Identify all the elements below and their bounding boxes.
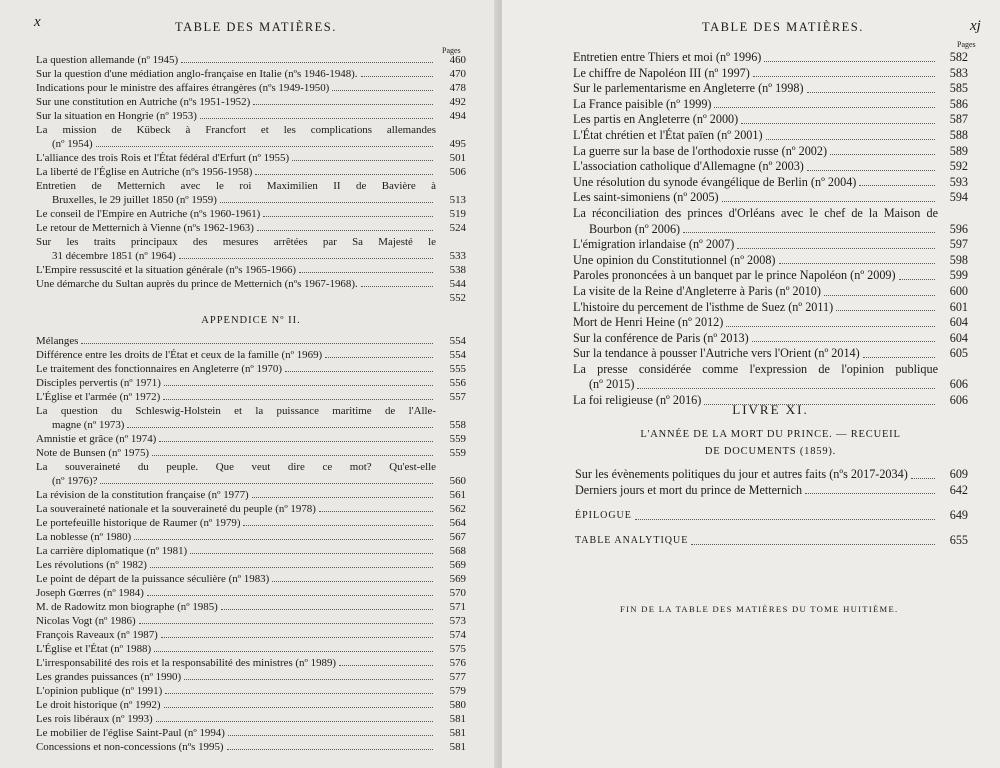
leader-dots	[139, 623, 433, 624]
epilogue-page: 649	[949, 508, 968, 522]
leader-dots	[227, 749, 433, 750]
table-analytique-list	[575, 533, 968, 549]
entry-title: L'association catholique d'Allemagne (nº 2003)	[573, 159, 804, 174]
appendix-entry[interactable]	[36, 404, 466, 432]
entry-title: Sur la tendance à pousser l'Autriche vers l'Orient (nº 2014)	[573, 346, 860, 361]
entry-page-number: 593	[949, 174, 968, 189]
epilogue-entry[interactable]	[575, 508, 968, 524]
toc-entry[interactable]	[573, 112, 968, 128]
entry-title: La noblesse (nº 1980)	[36, 531, 132, 543]
leader-dots	[325, 357, 433, 358]
entry-title: La souveraineté nationale et la souveraineté du peuple (nº 1978)	[36, 503, 316, 515]
entry-page-number: 594	[949, 190, 968, 205]
livre-subtitle-2: DE DOCUMENTS (1859).	[704, 446, 837, 457]
appendix-entry[interactable]	[36, 544, 466, 558]
entry-title: La révision de la constitution française (nº 1977)	[36, 489, 249, 501]
entry-page-number: 524	[449, 222, 466, 234]
entry-title: L'Église et l'État (nº 1988)	[36, 643, 152, 655]
entry-page-number: 501	[449, 152, 466, 164]
entry-page-number: 495	[449, 138, 466, 150]
entry-title: Les saint-simoniens (nº 2005)	[573, 190, 719, 205]
entry-page-number: 585	[949, 81, 968, 96]
livre-title: LIVRE XI.	[732, 402, 809, 417]
entry-page-number: 470	[449, 68, 466, 80]
entry-page-number: 494	[449, 110, 466, 122]
leader-dots	[635, 519, 935, 520]
entry-title: La France paisible (nº 1999)	[573, 96, 712, 111]
toc-entry[interactable]	[573, 253, 968, 269]
entry-title-line-1: La réconciliation des princes d'Orléans avec le chef de la Maison de	[573, 205, 938, 220]
left-page-number: x	[34, 14, 41, 30]
entry-page-number: 562	[449, 503, 466, 515]
leader-dots	[96, 146, 433, 147]
entry-page-number: 513	[449, 194, 466, 206]
entry-page-number: 460	[449, 54, 466, 66]
entry-title: Le point de départ de la puissance séculière (nº 1983)	[36, 573, 270, 585]
table-analytique-label: TABLE ANALYTIQUE	[575, 535, 689, 546]
toc-entry[interactable]	[573, 268, 968, 284]
entry-title-line-1: La mission de Kübeck à Francfort et les complications allemandes	[36, 124, 436, 136]
entry-title: L'irresponsabilité des rois et la responsabilité des ministres (nº 1989)	[36, 657, 337, 669]
leader-dots	[332, 90, 433, 91]
toc-entry[interactable]	[573, 331, 968, 347]
entry-page-number: 588	[949, 127, 968, 142]
leader-dots	[830, 154, 935, 155]
entry-title: Sur la conférence de Paris (nº 2013)	[573, 330, 749, 345]
entry-title: L'État chrétien et l'État païen (nº 2001)	[573, 127, 763, 142]
appendix-entry[interactable]	[36, 572, 466, 586]
toc-entry[interactable]	[36, 95, 466, 109]
entry-title: Mélanges	[36, 335, 79, 347]
entry-title: Une résolution du synode évangélique de Berlin (nº 2004)	[573, 174, 857, 189]
table-analytique-page: 655	[949, 533, 968, 547]
leader-dots	[220, 202, 433, 203]
toc-entry[interactable]	[573, 346, 968, 362]
entry-title: Le mobilier de l'église Saint-Paul (nº 1994)	[36, 727, 225, 739]
entry-page-number: 582	[949, 50, 968, 64]
toc-entry[interactable]	[36, 179, 466, 207]
entry-title: Joseph Gœrres (nº 1984)	[36, 587, 144, 599]
entry-page-number: 601	[949, 299, 968, 314]
entry-page-number: 586	[949, 96, 968, 111]
appendix-entry[interactable]	[36, 390, 466, 404]
toc-entry[interactable]	[573, 144, 968, 160]
right-toc-list	[573, 50, 968, 409]
leader-dots	[181, 62, 433, 63]
toc-entry[interactable]	[573, 159, 968, 175]
appendix-entry[interactable]	[36, 684, 466, 698]
appendix-entry[interactable]	[36, 740, 466, 754]
toc-entry[interactable]	[36, 263, 466, 277]
leader-dots	[683, 232, 935, 233]
entry-page-number: 558	[449, 419, 466, 431]
leader-dots	[899, 279, 935, 280]
leader-dots	[807, 170, 935, 171]
entry-page-number: 604	[949, 330, 968, 345]
entry-page-number: 557	[449, 391, 466, 403]
leader-dots	[257, 230, 433, 231]
livre-subtitle-1: L'ANNÉE DE LA MORT DU PRINCE. — RECUEIL	[640, 429, 901, 440]
appendix-entry[interactable]	[36, 642, 466, 656]
toc-entry[interactable]	[573, 97, 968, 113]
entry-title: Le portefeuille historique de Raumer (nº 1979)	[36, 517, 241, 529]
appendix-entry[interactable]	[36, 516, 466, 530]
toc-entry[interactable]	[573, 81, 968, 97]
entry-page-number: 598	[949, 252, 968, 267]
leader-dots	[200, 118, 433, 119]
toc-entry[interactable]	[573, 284, 968, 300]
entry-title-line-2: magne (nº 1973)	[52, 419, 125, 431]
leader-dots	[292, 160, 433, 161]
appendix-entry[interactable]	[36, 460, 466, 488]
toc-entry[interactable]	[573, 362, 968, 393]
toc-entry[interactable]	[573, 300, 968, 316]
entry-title: Les partis en Angleterre (nº 2000)	[573, 112, 739, 127]
entry-title: Le conseil de l'Empire en Autriche (nºs 1960-1961)	[36, 208, 261, 220]
leader-dots	[714, 107, 935, 108]
livre-entry[interactable]	[575, 467, 968, 483]
leader-dots	[779, 263, 936, 264]
epilogue-label: ÉPILOGUE	[575, 510, 632, 521]
entry-title-line-2: Bourbon (nº 2006)	[589, 221, 681, 236]
leader-dots	[221, 609, 433, 610]
toc-entry[interactable]	[36, 235, 466, 263]
leader-dots	[737, 248, 935, 249]
entry-title-line-1: La presse considérée comme l'expression de l'opinion publique	[573, 361, 938, 376]
entry-title: Le retour de Metternich à Vienne (nºs 1962-1963)	[36, 222, 254, 234]
appendix-entry[interactable]	[36, 446, 466, 460]
toc-entry[interactable]	[573, 315, 968, 331]
entry-title: Les révolutions (nº 1982)	[36, 559, 147, 571]
leader-dots	[859, 185, 935, 186]
left-running-head: TABLE DES MATIÈRES.	[175, 20, 337, 34]
toc-entry[interactable]	[36, 221, 466, 235]
toc-entry[interactable]	[36, 81, 466, 95]
appendix-entry[interactable]	[36, 698, 466, 712]
entry-title-line-2: 31 décembre 1851 (nº 1964)	[52, 250, 176, 262]
appendix-entry[interactable]	[36, 502, 466, 516]
entry-page-number: 581	[449, 727, 466, 739]
appendix-entry[interactable]	[36, 334, 466, 348]
left-pages-label: Pages	[442, 46, 461, 55]
appendix-entry[interactable]	[36, 670, 466, 684]
appendix-entry[interactable]	[36, 628, 466, 642]
epilogue-list	[575, 508, 968, 524]
appendix-entry[interactable]	[36, 362, 466, 376]
entry-title: La question allemande (nº 1945)	[36, 54, 179, 66]
entry-page-number: 519	[449, 208, 466, 220]
toc-entry[interactable]	[573, 66, 968, 82]
entry-title: Sur une constitution en Autriche (nºs 1951-1952)	[36, 96, 251, 108]
entry-title: L'émigration irlandaise (nº 2007)	[573, 237, 735, 252]
entry-title: Paroles prononcées à un banquet par le prince Napoléon (nº 2009)	[573, 268, 896, 283]
entry-page-number: 604	[949, 315, 968, 330]
toc-entry[interactable]	[573, 237, 968, 253]
entry-page-number: 538	[449, 264, 466, 276]
entry-page-number: 559	[449, 447, 466, 459]
right-page-number: xj	[970, 18, 981, 34]
leader-dots	[164, 385, 433, 386]
toc-entry[interactable]	[573, 175, 968, 191]
toc-entry[interactable]	[36, 123, 466, 151]
entry-page-number: 592	[949, 159, 968, 174]
appendix-entry[interactable]	[36, 656, 466, 670]
entry-page-number: 573	[449, 615, 466, 627]
leader-dots	[741, 123, 935, 124]
livre-section	[573, 402, 968, 460]
entry-title: Sur les évènements politiques du jour et autres faits (nºs 2017-2034)	[575, 467, 908, 481]
leader-dots	[253, 104, 433, 105]
entry-title: L'histoire du percement de l'isthme de Suez (nº 2011)	[573, 299, 834, 314]
leader-dots	[691, 544, 935, 545]
entry-title: Les rois libéraux (nº 1993)	[36, 713, 153, 725]
entry-page-number: 561	[449, 489, 466, 501]
entry-title-line-1: La question du Schleswig-Holstein et la puissance maritime de l'Alle-	[36, 405, 436, 417]
entry-title: Amnistie et grâce (nº 1974)	[36, 433, 157, 445]
entry-title-line-2: (nº 1976)?	[52, 475, 98, 487]
leader-dots	[361, 286, 433, 287]
toc-entry[interactable]	[36, 165, 466, 179]
entry-page-number: 559	[449, 433, 466, 445]
entry-page-number: 576	[449, 657, 466, 669]
entry-page-number: 554	[449, 335, 466, 347]
left-page	[0, 0, 498, 768]
entry-title: Derniers jours et mort du prince de Metternich	[575, 482, 803, 497]
entry-page-number: 599	[949, 268, 968, 283]
toc-entry[interactable]	[36, 67, 466, 81]
toc-entry[interactable]	[36, 207, 466, 221]
entry-page-number: 580	[449, 699, 466, 711]
appendix-entry[interactable]	[36, 586, 466, 600]
leader-dots	[164, 707, 433, 708]
entry-title-line-1: Entretien de Metternich avec le roi Maximilien II de Bavière à	[36, 180, 436, 192]
appendix-entry[interactable]	[36, 488, 466, 502]
entry-title: La liberté de l'Église en Autriche (nºs 1956-1958)	[36, 166, 253, 178]
entry-title: La visite de la Reine d'Angleterre à Paris (nº 2010)	[573, 283, 821, 298]
entry-title: Note de Bunsen (nº 1975)	[36, 447, 150, 459]
appendix-entry[interactable]	[36, 712, 466, 726]
right-pages-label: Pages	[957, 40, 976, 49]
toc-entry[interactable]	[36, 53, 466, 67]
leader-dots	[147, 595, 433, 596]
entry-page-number: 564	[449, 517, 466, 529]
leader-dots	[81, 343, 433, 344]
entry-page-number: 596	[949, 221, 968, 236]
entry-page-number: 570	[449, 587, 466, 599]
leader-dots	[752, 341, 935, 342]
appendix-entry[interactable]	[36, 726, 466, 740]
entry-page-number: 579	[449, 685, 466, 697]
entry-page-number: 575	[449, 643, 466, 655]
entry-title: François Raveaux (nº 1987)	[36, 629, 158, 641]
toc-entry[interactable]	[573, 128, 968, 144]
entry-title: La carrière diplomatique (nº 1981)	[36, 545, 188, 557]
entry-title-line-1: Sur les traits principaux des mesures arrêtées par Sa Majesté le	[36, 236, 436, 248]
leader-dots	[154, 651, 433, 652]
appendix-entry[interactable]	[36, 376, 466, 390]
appendix-heading: APPENDICE Nº II.	[201, 315, 301, 326]
leader-dots	[637, 388, 935, 389]
leader-dots	[252, 497, 433, 498]
entry-title-line-2: (nº 1954)	[52, 138, 93, 150]
entry-page-number: 589	[949, 143, 968, 158]
leader-dots	[285, 371, 433, 372]
entry-title: Une opinion du Constitutionnel (nº 2008)	[573, 252, 776, 267]
appendix-entry[interactable]	[36, 348, 466, 362]
entry-title: Différence entre les droits de l'État et ceux de la famille (nº 1969)	[36, 349, 323, 361]
right-running-head: TABLE DES MATIÈRES.	[702, 20, 864, 34]
appendix-entry[interactable]	[36, 614, 466, 628]
leader-dots	[134, 539, 433, 540]
leader-dots	[836, 310, 935, 311]
appendix-entry[interactable]	[36, 558, 466, 572]
entry-page-number: 581	[449, 741, 466, 753]
leader-dots	[127, 427, 433, 428]
entry-title: La guerre sur la base de l'orthodoxie russe (nº 2002)	[573, 143, 828, 158]
toc-entry[interactable]	[36, 277, 466, 291]
entry-page-number: 606	[949, 393, 968, 408]
entry-page-number: 600	[949, 283, 968, 298]
leader-dots	[190, 553, 433, 554]
leader-dots	[863, 357, 935, 358]
appendix-entry[interactable]	[36, 600, 466, 614]
entry-title: Indications pour le ministre des affaires étrangères (nºs 1949-1950)	[36, 82, 330, 94]
toc-entry[interactable]	[36, 151, 466, 165]
right-page	[502, 0, 1000, 768]
entry-page-number: 577	[449, 671, 466, 683]
entry-title: Les grandes puissances (nº 1990)	[36, 671, 182, 683]
entry-title: Sur le parlementarisme en Angleterre (nº 1998)	[573, 81, 804, 96]
leader-dots	[272, 581, 433, 582]
entry-page-number: 554	[449, 349, 466, 361]
entry-page-number: 605	[949, 346, 968, 361]
entry-page-number: 556	[449, 377, 466, 389]
end-note: FIN DE LA TABLE DES MATIÈRES DU TOME HUITIÈME.	[620, 604, 899, 614]
entry-title: Le chiffre de Napoléon III (nº 1997)	[573, 65, 750, 80]
leader-dots	[911, 478, 935, 479]
entry-page-number: 560	[449, 475, 466, 487]
leader-dots	[361, 76, 433, 77]
appendix-entry[interactable]	[36, 432, 466, 446]
entry-page-number: 609	[949, 467, 968, 481]
toc-entry[interactable]	[573, 190, 968, 206]
entry-title: Sur la question d'une médiation anglo-française en Italie (nºs 1946-1948).	[36, 68, 358, 80]
entry-page-number: 574	[449, 629, 466, 641]
appendix-entry[interactable]	[36, 530, 466, 544]
leader-dots	[263, 216, 433, 217]
entry-title: M. de Radowitz mon biographe (nº 1985)	[36, 601, 218, 613]
entry-page-number: 544	[449, 278, 466, 290]
entry-title: Nicolas Vogt (nº 1986)	[36, 615, 136, 627]
left-toc-list	[36, 53, 466, 754]
entry-page-number: 569	[449, 559, 466, 571]
entry-title: L'opinion publique (nº 1991)	[36, 685, 163, 697]
entry-page-number: 568	[449, 545, 466, 557]
leader-dots	[807, 92, 935, 93]
entry-page-number: 597	[949, 237, 968, 252]
entry-title: L'Église et l'armée (nº 1972)	[36, 391, 161, 403]
leader-dots	[722, 201, 935, 202]
toc-entry[interactable]	[573, 206, 968, 237]
entry-title: Une démarche du Sultan auprès du prince de Metternich (nºs 1967-1968).	[36, 278, 358, 290]
entry-title: Mort de Henri Heine (nº 2012)	[573, 315, 724, 330]
entry-page-number: 583	[949, 65, 968, 80]
leader-dots	[764, 61, 935, 62]
leader-dots	[163, 399, 433, 400]
leader-dots	[150, 567, 433, 568]
leader-dots	[824, 295, 935, 296]
entry-page-number: 571	[449, 601, 466, 613]
entry-page-number: 642	[949, 482, 968, 497]
leader-dots	[152, 455, 433, 456]
entry-page-number: 478	[449, 82, 466, 94]
leader-dots	[255, 174, 433, 175]
leader-dots	[319, 511, 433, 512]
extra-page-number-row	[36, 291, 466, 305]
leader-dots	[161, 637, 433, 638]
entry-page-number: 567	[449, 531, 466, 543]
leader-dots	[184, 679, 433, 680]
entry-title-line-2: (nº 2015)	[589, 377, 635, 392]
leader-dots	[159, 441, 433, 442]
entry-title: Le traitement des fonctionnaires en Angleterre (nº 1970)	[36, 363, 282, 375]
entry-page-number: 581	[449, 713, 466, 725]
leader-dots	[805, 493, 935, 494]
leader-dots	[339, 665, 433, 666]
entry-page-number: 569	[449, 573, 466, 585]
entry-page-number: 492	[449, 96, 466, 108]
entry-title: L'Empire ressuscité et la situation générale (nºs 1965-1966)	[36, 264, 297, 276]
livre-entry[interactable]	[575, 483, 968, 499]
leader-dots	[726, 326, 935, 327]
leader-dots	[299, 272, 433, 273]
entry-title: Concessions et non-concessions (nºs 1995)	[36, 741, 224, 753]
leader-dots	[753, 76, 935, 77]
toc-entry[interactable]	[36, 109, 466, 123]
leader-dots	[156, 721, 433, 722]
leader-dots	[243, 525, 433, 526]
entry-title: Disciples pervertis (nº 1971)	[36, 377, 161, 389]
entry-title: La foi religieuse (nº 2016)	[573, 393, 702, 408]
entry-page-number: 533	[449, 250, 466, 262]
entry-title: L'alliance des trois Rois et l'État fédéral d'Erfurt (nº 1955)	[36, 152, 290, 164]
leader-dots	[228, 735, 433, 736]
leader-dots	[179, 258, 433, 259]
extra-page-number: 552	[449, 292, 466, 304]
entry-page-number: 506	[449, 166, 466, 178]
entry-title-line-2: Bruxelles, le 29 juillet 1850 (nº 1959)	[52, 194, 217, 206]
leader-dots	[165, 693, 433, 694]
livre-toc-list	[575, 467, 968, 498]
entry-page-number: 606	[949, 377, 968, 392]
table-analytique-entry[interactable]	[575, 533, 968, 549]
entry-title: Entretien entre Thiers et moi (nº 1996)	[573, 50, 762, 64]
entry-page-number: 555	[449, 363, 466, 375]
entry-page-number: 587	[949, 112, 968, 127]
entry-title: Le droit historique (nº 1992)	[36, 699, 161, 711]
toc-entry[interactable]	[573, 50, 968, 66]
leader-dots	[766, 139, 935, 140]
entry-title-line-1: La souveraineté du peuple. Que veut dire ce mot? Qu'est-elle	[36, 461, 436, 473]
entry-title: Sur la situation en Hongrie (nº 1953)	[36, 110, 197, 122]
leader-dots	[100, 483, 433, 484]
